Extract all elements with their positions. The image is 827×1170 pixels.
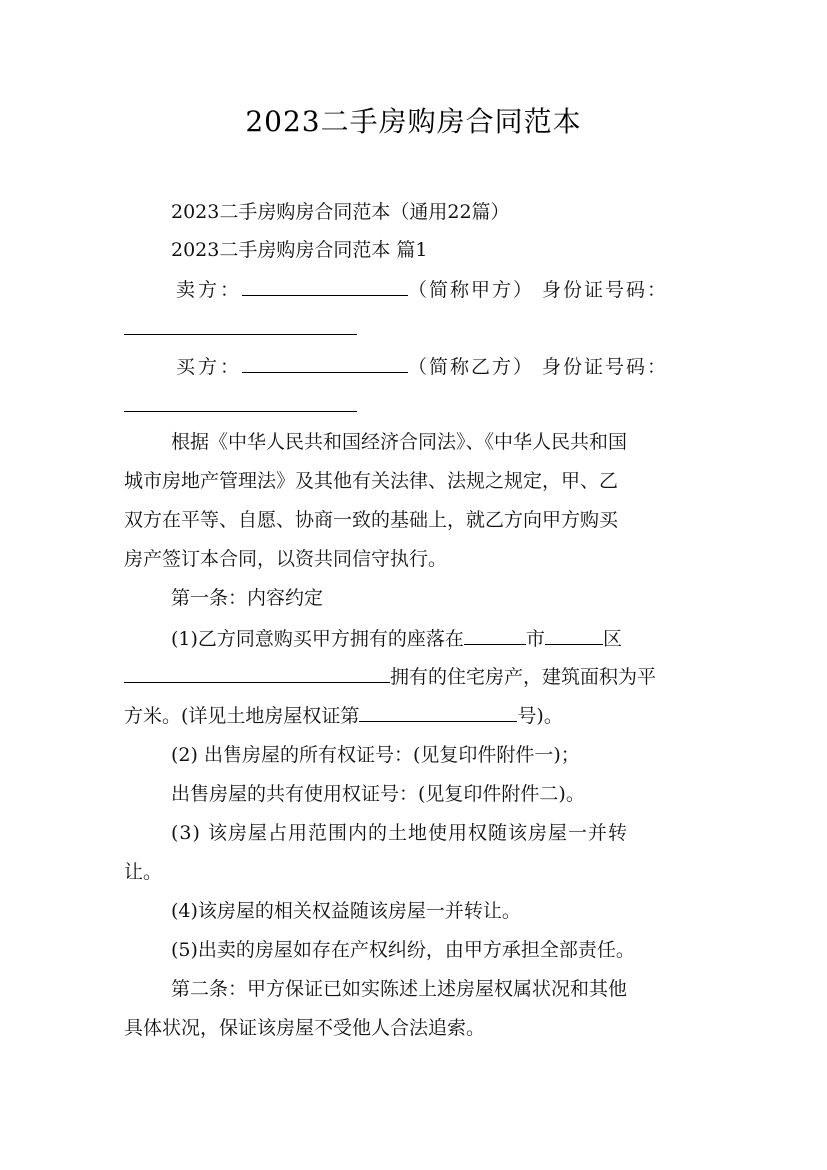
- article-2-line: 具体状况，保证该房屋不受他人合法追索。: [124, 1017, 486, 1039]
- city-label: 市: [525, 628, 545, 650]
- buyer-name-blank: [242, 354, 408, 373]
- seller-name-blank: [242, 277, 408, 296]
- contract-subtitle: 2023二手房购房合同范本（通用22篇）: [171, 201, 510, 223]
- buyer-id-label: （简称乙方） 身份证号码：: [408, 356, 669, 378]
- district-label: 区: [602, 628, 622, 650]
- address-blank: [124, 664, 390, 683]
- article-2-line: 第二条：甲方保证已如实陈述上述房屋权属状况和其他: [171, 978, 628, 1000]
- article-1-item-5: (5)出卖的房屋如存在产权纠纷，由甲方承担全部责任。: [171, 939, 635, 961]
- intro-line: 房产签订本合同，以资共同信守执行。: [124, 548, 448, 570]
- item-1-text: (1)乙方同意购买甲方拥有的座落在: [171, 628, 464, 650]
- buyer-label: 买方：: [176, 356, 243, 378]
- seller-line: [176, 277, 709, 302]
- buyer-line: [176, 354, 709, 379]
- buyer-id-blank: [124, 411, 357, 412]
- article-1-item-4: (4)该房屋的相关权益随该房屋一并转让。: [171, 900, 521, 922]
- article-1-item-1-cont: [124, 664, 704, 689]
- item-1-text: 号)。: [517, 705, 563, 727]
- certificate-number-blank: [359, 703, 517, 722]
- article-1-item-2b: 出售房屋的共有使用权证号：(见复印件附件二)。: [171, 783, 585, 805]
- item-1-text: 方米。(详见土地房屋权证第: [124, 705, 360, 727]
- city-blank: [464, 626, 526, 645]
- seller-id-blank: [124, 334, 357, 335]
- article-1-item-1: [171, 626, 704, 651]
- seller-label: 卖方：: [176, 279, 243, 301]
- intro-line: 双方在平等、自愿、协商一致的基础上，就乙方向甲方购买: [124, 509, 619, 531]
- article-1-item-3-cont: 让。: [124, 861, 163, 883]
- article-1-item-3: (3) 该房屋占用范围内的土地使用权随该房屋一并转: [171, 822, 628, 844]
- section-heading: 2023二手房购房合同范本 篇1: [171, 239, 428, 261]
- seller-id-label: （简称甲方） 身份证号码：: [408, 279, 669, 301]
- article-1-item-2: (2) 出售房屋的所有权证号：(见复印件附件一)；: [171, 744, 580, 766]
- article-1-item-1-cont: [124, 703, 704, 728]
- item-1-text: 拥有的住宅房产，建筑面积为平: [390, 666, 657, 688]
- intro-line: 城市房地产管理法》及其他有关法律、法规之规定，甲、乙: [124, 470, 619, 492]
- intro-line: 根据《中华人民共和国经济合同法》、《中华人民共和国: [171, 431, 628, 453]
- article-1-heading: 第一条：内容约定: [171, 587, 324, 609]
- district-blank: [545, 626, 603, 645]
- page-title: 2023二手房购房合同范本: [245, 105, 582, 138]
